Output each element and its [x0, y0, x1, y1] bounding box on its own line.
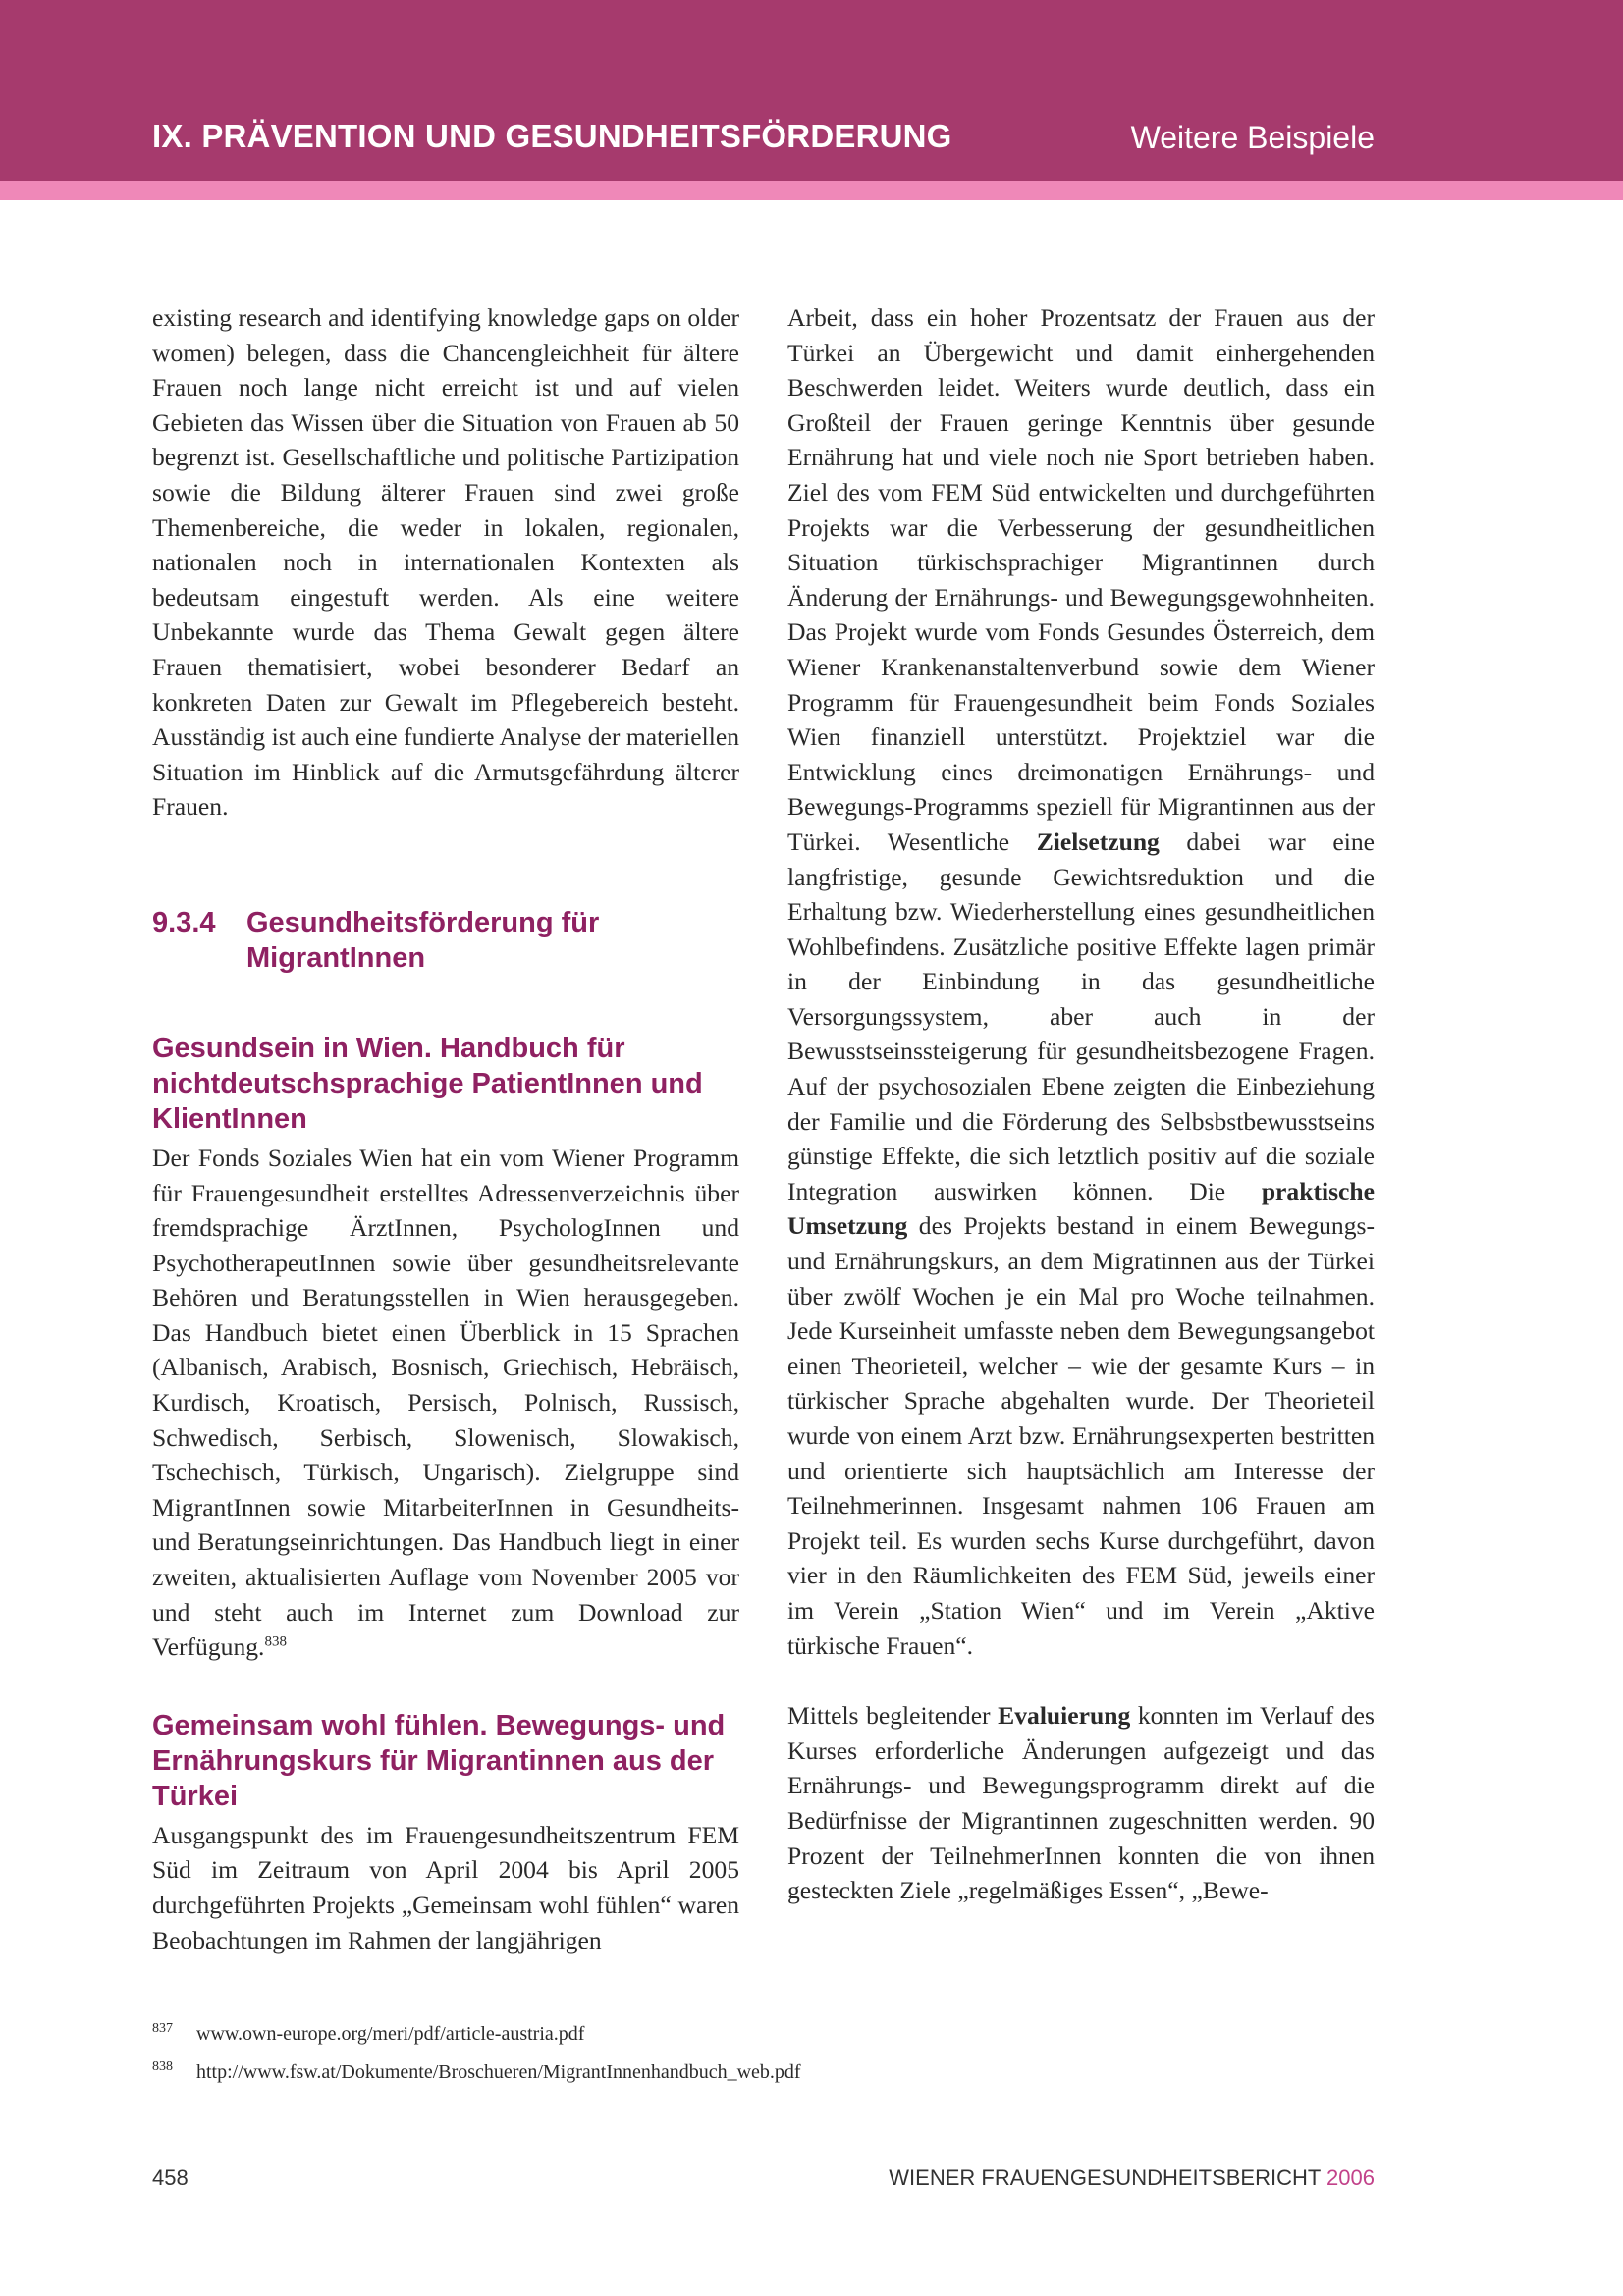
- chapter-title: IX. PRÄVENTION UND GESUNDHEITSFÖRDERUNG: [152, 118, 952, 154]
- project-paragraph: [787, 300, 1375, 1663]
- evaluation-text-1: Mittels begleitender: [787, 1701, 999, 1731]
- section-label: Weitere Beispiele: [1130, 120, 1375, 155]
- gesundsein-text: Der Fonds Soziales Wien hat ein vom Wiener Programm für Frauengesundheit erstelltes Adressenverzeichnis über fremdsprachige ÄrztInnen, PsychologInnen und PsychotherapeutInnen sowie über gesundheitsrelevante Behören und Beratungsstellen in Wien herausgegeben. Das Handbuch bietet einen Überblick in 15 Sprachen (Albanisch, Arabisch, Bosnisch, Griechisch, Hebräisch, Kurdisch, Kroatisch, Persisch, Polnisch, Russisch, Schwedisch, Serbisch, Slowenisch, Slowakisch, Tschechisch, Türkisch, Ungarisch). Zielgruppe sind MigrantInnen sowie MitarbeiterInnen in Gesundheits- und Beratungseinrichtungen. Das Handbuch liegt in einer zweiten, aktualisierten Auflage vom November 2005 vor und steht auch im Internet zum Download zur Verfügung.: [152, 1143, 739, 1662]
- footnote-link[interactable]: www.own-europe.org/meri/pdf/article-austria.pdf: [196, 2023, 585, 2045]
- evaluation-text-2: konnten im Verlauf des Kurses erforderliche Änderungen aufgezeigt und das Ernährungs- und Bewegungsprogramm direkt auf die Bedürfnisse der Migrantinnen zugeschnitten werden. 90 Prozent der TeilnehmerInnen konnten die von ihnen gesteckten Ziele „regelmäßiges Essen“, „Bewe-: [787, 1701, 1375, 1905]
- gemeinsam-paragraph: Ausgangspunkt des im Frauengesundheitszentrum FEM Süd im Zeitraum von April 2004 bis April 2005 durchgeführten Projekts „Gemeinsam wohl fühlen“ waren Beobachtungen im Rahmen der langjährigen: [152, 1820, 739, 1954]
- section-number: 9.3.4: [152, 906, 216, 938]
- header-stripe: [0, 181, 1623, 200]
- footnote-link[interactable]: http://www.fsw.at/Dokumente/Broschueren/MigrantInnenhandbuch_web.pdf: [196, 2061, 801, 2083]
- bold-praktische-umsetzung: praktische Umsetzung: [787, 1176, 1375, 1241]
- page-number: 458: [152, 2165, 189, 2190]
- footnote-number: 838: [152, 2059, 173, 2074]
- section-title: Gesundheitsförderung für MigrantInnen: [246, 906, 600, 974]
- intro-paragraph: existing research and identifying knowledge gaps on older women) belegen, dass die Chancengleichheit für ältere Frauen noch lange nicht erreicht ist und auf vielen Gebieten das Wissen über die Situation von Frauen ab 50 begrenzt ist. Gesellschaftliche und politische Partizipation sowie die Bildung älterer Frauen sind zwei große Themenbereiche, die weder in lokalen, regionalen, nationalen noch in internationalen Kontexten als bedeutsam eingestuft werden. Als eine weitere Unbekannte wurde das Thema Gewalt gegen ältere Frauen thematisiert, wobei besonderer Bedarf an konkreten Daten zur Gewalt im Pflegebereich besteht. Ausständig ist auch eine fundierte Analyse der materiellen Situation im Hinblick auf die Armutsgefährdung älterer Frauen.: [152, 303, 739, 822]
- footnote-ref-838[interactable]: 838: [264, 1633, 287, 1650]
- gesundsein-paragraph: [152, 1141, 739, 1665]
- left-column: [152, 300, 739, 1957]
- footnote-number: 837: [152, 2021, 173, 2036]
- footnote-item: [152, 2012, 1380, 2051]
- project-text-3: des Projekts bestand in einem Bewegungs- und Ernährungskurs, an dem Migratinnen aus der Türkei über zwölf Wochen je ein Mal pro Woche teilnahmen. Jede Kurseinheit umfasste neben dem Bewegungsangebot einen Theorieteil, welcher – wie der gesamte Kurs – in türkischer Sprache abgehalten wurde. Der Theorieteil wurde von einem Arzt bzw. Ernährungsexperten bestritten und orientierte sich hauptsächlich am Interesse der Teilnehmerinnen. Insgesamt nahmen 106 Frauen am Projekt teil. Es wurden sechs Kurse durchgeführt, davon vier in den Räumlichkeiten des FEM Süd, jeweils einer im Verein „Station Wien“ und im Verein „Aktive türkische Frauen“.: [787, 1211, 1375, 1660]
- footnotes: [152, 2012, 1380, 2089]
- bold-zielsetzung: Zielsetzung: [1036, 827, 1160, 856]
- section-heading: [152, 905, 739, 976]
- footnote-item: [152, 2051, 1380, 2089]
- report-title: WIENER FRAUENGESUNDHEITSBERICHT: [889, 2165, 1321, 2190]
- project-text-1: Arbeit, dass ein hoher Prozentsatz der Frauen aus der Türkei an Übergewicht und damit einhergehenden Beschwerden leidet. Weiters wurde deutlich, dass ein Großteil der Frauen geringe Kenntnis über gesunde Ernährung hat und viele noch nie Sport betrieben haben. Ziel des vom FEM Süd entwickelten und durchgeführten Projekts war die Verbesserung der gesundheitlichen Situation türkischsprachiger Migrantinnen durch Änderung der Ernährungs- und Bewegungsgewohnheiten. Das Projekt wurde vom Fonds Gesundes Österreich, dem Wiener Krankenanstaltenverbund sowie dem Wiener Programm für Frauengesundheit beim Fonds Soziales Wien finanziell unterstützt. Projektziel war die Entwicklung eines dreimonatigen Ernährungs- und Bewegungs-Programms speziell für Migrantinnen aus der Türkei. Wesentliche: [787, 303, 1375, 856]
- evaluation-paragraph: [787, 1698, 1375, 1908]
- report-year: 2006: [1326, 2165, 1375, 2190]
- subheading-gemeinsam: Gemeinsam wohl fühlen. Bewegungs- und Ernährungskurs für Migrantinnen aus der Türkei: [152, 1709, 726, 1812]
- subheading-gesundsein: Gesundsein in Wien. Handbuch für nichtdeutschsprachige PatientInnen und KlientInnen: [152, 1032, 703, 1135]
- project-text-2: dabei war eine langfristige, gesunde Gewichtsreduktion und die Erhaltung bzw. Wiederherstellung eines gesundheitlichen Wohlbefindens. Zusätzliche positive Effekte lagen primär in der Einbindung in das gesundheitliche Versorgungssystem, aber auch in der Bewusstseinssteigerung für gesundheitsbezogene Fragen. Auf der psychosozialen Ebene zeigten die Einbeziehung der Familie und die Förderung des Selbsbstbewusstseins günstige Effekte, die sich letztlich positiv auf die soziale Integration auswirken können. Die: [787, 827, 1375, 1205]
- bold-evaluierung: Evaluierung: [998, 1701, 1131, 1731]
- right-column: [787, 300, 1375, 1908]
- report-footer: [889, 2165, 1375, 2191]
